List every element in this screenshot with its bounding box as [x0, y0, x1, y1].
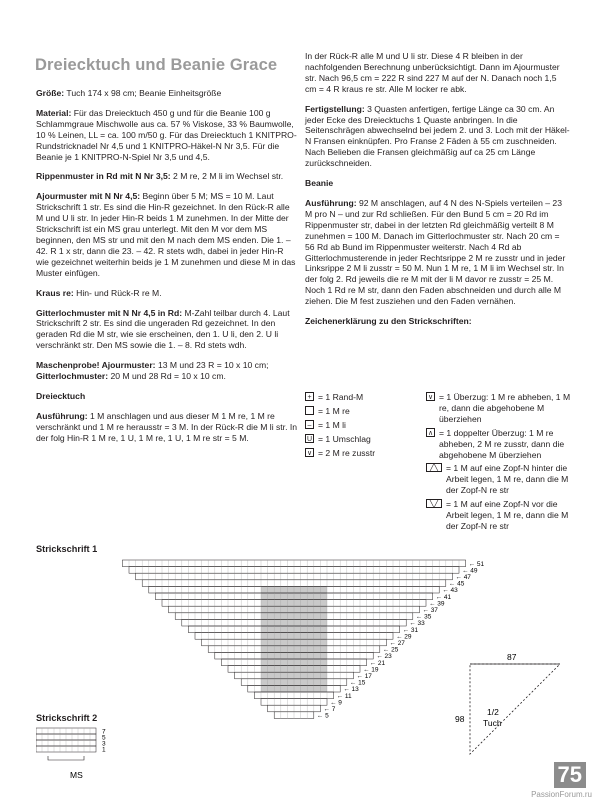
rib-pattern-paragraph: Rippenmuster in Rd mit N Nr 3,5: 2 M re, 2 M li im Wechsel str.	[36, 171, 284, 182]
purl-symbol: –	[305, 420, 314, 429]
page-number: 75	[554, 762, 586, 788]
cable-front-symbol: ╲╱	[426, 499, 442, 508]
material-paragraph: Material: Für das Dreiecktuch 450 g und für die Beanie 100 g Schlammgraue Mischwolle aus ca. 57 % Viskose, 33 % Baumwolle, 10 % Leinen, LL = ca. 100 m/50 g. Für das Dreiecktuch 1 KNITPRO-Rundstricknadel Nr 4,5 und 1 KNITPRO-Häkel-N Nr 3,5. Für die Beanie je 1 KNITPRO-N-Spiel Nr 3,5 und 4,5.	[36, 107, 297, 162]
gauge-paragraph: Maschenprobe! Ajourmuster: 13 M und 23 R = 10 x 10 cm; Gitterlochmuster: 20 M und 28 Rd = 10 x 10 cm.	[36, 360, 269, 382]
diagram-height-label: 98	[455, 714, 465, 724]
finishing-paragraph: Fertigstellung: 3 Quasten anfertigen, fertige Länge ca 30 cm. An jeder Ecke des Dreiecktuchs 1 Quaste anbringen. In die Seitenschrägen abwechselnd bei jedem 2. und 3. Loch mit der Häkel-N Fransen einknüpfen. Pro Franse 2 Fäden à 55 cm zuschneiden. Nach Belieben die Fransen gleichmäßig auf ca 25 cm Länge zurückschneiden.	[305, 103, 570, 169]
shawl-triangle-outline	[470, 664, 560, 754]
size-paragraph: Größe: Tuch 174 x 98 cm; Beanie Einheitsgröße	[36, 88, 222, 98]
chart2-row-number: 3	[102, 740, 106, 748]
shawl-instructions: Ausführung: 1 M anschlagen und aus dieser M 1 M re, 1 M re verschränkt und 1 M re herausstr = 3 M. In der Rück-R die M li str. In der folg Hin-R 1 M re, 1 U, 1 M re, 1 U, 1 M re str = 5 M.	[36, 410, 298, 443]
chart1-row-number: ← 49	[462, 567, 478, 575]
sk2p-symbol: ∧	[427, 429, 434, 437]
k2tog-symbol: ∨	[306, 449, 313, 457]
chart1-row-number: ← 37	[422, 607, 438, 614]
diagram-width-label: 87	[507, 652, 517, 662]
legend-k2tog: ∨ = 2 M re zusstr	[306, 447, 376, 458]
chart1-row-number: ← 31	[402, 626, 419, 634]
beanie-heading: Beanie	[305, 178, 334, 189]
chart1-row-number: ← 21	[369, 659, 386, 667]
beanie-instructions: Ausführung: 92 M anschlagen, auf 4 N des N-Spiels verteilen – 23 M pro N – und zur Rd schließen. Für den Bund 5 cm = 20 Rd im Rippenmuster str, dabei in der letzten Rd gleichmäßig verteilt 8 M zunehmen = 100 M. Danach im Gitterlochmuster str. Nach 20 cm = 56 Rd ab Bund im Rippenmuster weiterstr. Nach 4 Rd ab Gitterlochmusterende in jeder Rechtsrippe 2 M re zusstr und in jeder Linksrippe 2 M li zusstr = 50 M. Nun 1 M re, 1 M li im Wechsel str. In der folg 2. Rd jeweils die re M mit der li M davor re zusstr = 25 M. Noch 1 Rd re M str, dann den Faden abschneiden und durch alle M ziehen. Die M fest zusziehen und den Faden vernähen.	[305, 197, 566, 307]
chart2-ms-label: MS	[70, 770, 83, 780]
legend-cable-back: ╱╲ = 1 M auf eine Zopf-N hinter die Arbeit legen, 1 M re, dann die M der Zopf-N re str	[426, 463, 576, 496]
chart1-grid	[122, 560, 465, 718]
chart1-row-number: ← 33	[409, 620, 425, 628]
chart1-row-number: ← 35	[415, 613, 432, 621]
right-column	[305, 51, 570, 331]
diagram-name-label: Tuch	[483, 718, 502, 728]
chart1-row-number: ← 13	[343, 686, 359, 694]
legend-skp: ∨ = 1 Überzug: 1 M re abheben, 1 M re, dann die abgehobene M überziehen	[427, 392, 571, 424]
chart1-row-number: ← 29	[396, 633, 412, 641]
legend-yarn-over: U = 1 Umschlag	[306, 433, 371, 444]
chart2-label: Strickschrift 2	[36, 713, 98, 723]
lattice-pattern-paragraph: Gitterlochmuster mit N Nr 4,5 in Rd: M-Zahl teilbar durch 4. Laut Strickschrift 2 str. Es sind die ungeraden Rd gezeichnet. In den geraden Rd die M str, wie sie erscheinen, den 1. U li, den 2. U li verschränkt str. Den MS sowie die 1. – 8. Rd stets wdh.	[36, 307, 290, 351]
cable-back-symbol: ╱╲	[426, 463, 442, 472]
chart1-row-number: ← 23	[376, 653, 392, 661]
chart1-label: Strickschrift 1	[36, 544, 98, 554]
skp-symbol: ∨	[427, 394, 434, 401]
left-column	[36, 88, 298, 453]
chart2-svg	[36, 726, 126, 782]
legend-right	[426, 392, 576, 535]
chart1-row-number: ← 5	[316, 712, 329, 720]
chart1-row-number: ← 51	[468, 560, 485, 568]
garter-paragraph: Kraus re: Hin- und Rück-R re M.	[36, 287, 162, 298]
chart2-repeat-bracket	[48, 756, 84, 760]
legend-sk2p: ∧ = 1 doppelter Überzug: 1 M re abheben, 2 M re zusstr, dann die abgehobene M überziehen	[427, 427, 565, 460]
chart1-row-number: ← 11	[336, 692, 352, 700]
shawl-heading: Dreiecktuch	[36, 390, 86, 401]
legend-knit: = 1 M re	[305, 406, 417, 417]
chart2-grid	[36, 728, 106, 760]
legend-cable-front: ╲╱ = 1 M auf eine Zopf-N vor die Arbeit legen, 1 M re, dann die M der Zopf-N re str	[426, 499, 576, 532]
diagram-half-label: 1/2	[487, 707, 499, 717]
chart1-row-number: ← 45	[448, 580, 465, 588]
page-title: Dreiecktuch und Beanie Grace	[35, 56, 278, 74]
chart1-row-number: ← 27	[389, 640, 405, 647]
legend-edge-stitch: + = 1 Rand-M	[305, 392, 417, 403]
lace-pattern-paragraph: Ajourmuster mit N Nr 4,5: Beginn über 5 M; MS = 10 M. Laut Strickschrift 1 str. Es sind die Hin-R gezeichnet. In den Rück-R alle M und U li str. In jeder Hin-R beids 1 M zunehmen. In der Mitte der Strickschrift ist ein MS grau unterlegt. Mit den M vor dem MS beginnen, den MS str und mit den M nach dem MS enden. Die 1. – 42. R 1 x str, dann die 23. – 42. R stets wdh, dabei in jeder Hin-R wie gezeichnet weiterhin beids je 1 M zunehmen und diese M in das Muster einfügen.	[36, 191, 296, 278]
chart2-row-number: 7	[102, 728, 106, 736]
chart2-row-number: 1	[102, 746, 106, 754]
legend-heading: Zeichenerklärung zu den Strickschriften:	[305, 316, 472, 327]
chart1-row-number: ← 25	[382, 646, 399, 654]
chart1-row-number: ← 41	[435, 593, 452, 601]
chart1-row-number: ← 9	[330, 699, 342, 707]
legend-purl: – = 1 M li	[305, 420, 417, 431]
chart1-row-number: ← 15	[349, 679, 366, 687]
shawl-diagram	[450, 650, 580, 770]
shawl-continued: In der Rück-R alle M und U li str. Diese 4 R bleiben in der nachfolgenden Berechnung unberücksichtigt. Dann im Ajourmuster str. Nach 96,5 cm = 222 R sind 227 M auf der N. Danach noch 1,5 cm = 4 R kraus re str. Alle M locker re abk.	[305, 51, 560, 94]
chart2-row-number: 5	[102, 734, 106, 742]
chart1-row-number: ← 43	[442, 587, 458, 595]
chart1-row-number: ← 47	[455, 574, 471, 581]
chart1-row-number: ← 39	[429, 600, 445, 608]
knit-symbol	[305, 406, 314, 415]
site-watermark: PassionForum.ru	[531, 790, 592, 799]
yarn-over-symbol: U	[306, 435, 313, 443]
chart1-row-number: ← 7	[323, 706, 336, 713]
legend-left	[305, 392, 417, 462]
chart1-row-number: ← 19	[363, 666, 379, 674]
chart1-row-number: ← 17	[356, 673, 372, 680]
edge-stitch-symbol: +	[305, 392, 314, 401]
